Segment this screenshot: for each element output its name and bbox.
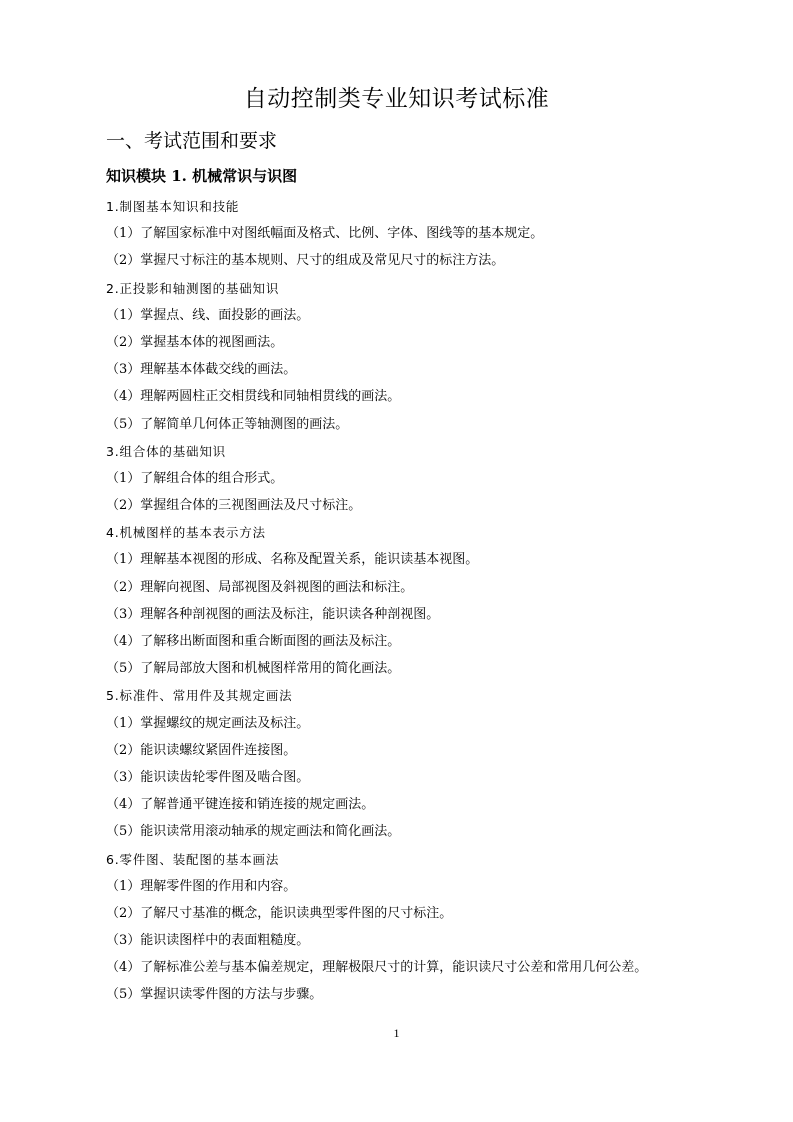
- module-heading: 知识模块 1. 机械常识与识图: [106, 167, 298, 185]
- topic-heading: 5.标准件、常用件及其规定画法: [106, 688, 293, 704]
- list-item: （2）能识读螺纹紧固件连接图。: [106, 742, 297, 758]
- topic-list: [106, 193, 706, 1009]
- page-title: 自动控制类专业知识考试标准: [243, 86, 550, 112]
- list-item: （1）理解零件图的作用和内容。: [106, 878, 297, 894]
- list-item: （4）了解标准公差与基本偏差规定，理解极限尺寸的计算，能识读尺寸公差和常用几何公差。: [106, 960, 648, 976]
- list-item: （4）了解普通平键连接和销连接的规定画法。: [106, 797, 375, 813]
- list-item: （2）掌握基本体的视图画法。: [106, 334, 284, 350]
- list-item: （1）理解基本视图的形成、名称及配置关系，能识读基本视图。: [106, 552, 479, 568]
- list-item: （3）理解各种剖视图的画法及标注，能识读各种剖视图。: [106, 606, 440, 622]
- list-item: （1）掌握螺纹的规定画法及标注。: [106, 715, 310, 731]
- section-heading: 一、考试范围和要求: [106, 130, 278, 152]
- list-item: （2）掌握尺寸标注的基本规则、尺寸的组成及常见尺寸的标注方法。: [106, 253, 505, 269]
- list-item: （5）了解简单几何体正等轴测图的画法。: [106, 416, 349, 432]
- list-item: （4）理解两圆柱正交相贯线和同轴相贯线的画法。: [106, 389, 401, 405]
- list-item: （4）了解移出断面图和重合断面图的画法及标注。: [106, 634, 401, 649]
- list-item: （2）了解尺寸基准的概念，能识读典型零件图的尺寸标注。: [106, 905, 453, 921]
- topic-heading: 1.制图基本知识和技能: [106, 199, 240, 214]
- topic-heading: 4.机械图样的基本表示方法: [106, 525, 266, 541]
- page-number: 1: [393, 1026, 400, 1040]
- topic-heading: 2.正投影和轴测图的基础知识: [106, 280, 280, 296]
- list-item: （5）能识读常用滚动轴承的规定画法和简化画法。: [106, 824, 401, 840]
- list-item: （2）掌握组合体的三视图画法及尺寸标注。: [106, 498, 362, 514]
- topic-heading: 6.零件图、装配图的基本画法: [106, 851, 280, 867]
- list-item: （1）掌握点、线、面投影的画法。: [106, 307, 310, 323]
- list-item: （5）了解局部放大图和机械图样常用的简化画法。: [106, 661, 401, 677]
- list-item: （2）理解向视图、局部视图及斜视图的画法和标注。: [106, 579, 414, 595]
- topic-heading: 3.组合体的基础知识: [106, 443, 226, 459]
- list-item: （5）掌握识读零件图的方法与步骤。: [106, 987, 323, 1003]
- list-item: （1）了解国家标准中对图纸幅面及格式、比例、字体、图线等的基本规定。: [106, 226, 544, 242]
- list-item: （1）了解组合体的组合形式。: [106, 470, 284, 486]
- list-item: （3）理解基本体截交线的画法。: [106, 362, 297, 378]
- list-item: （3）能识读齿轮零件图及啮合图。: [106, 769, 310, 785]
- list-item: （3）能识读图样中的表面粗糙度。: [106, 933, 310, 949]
